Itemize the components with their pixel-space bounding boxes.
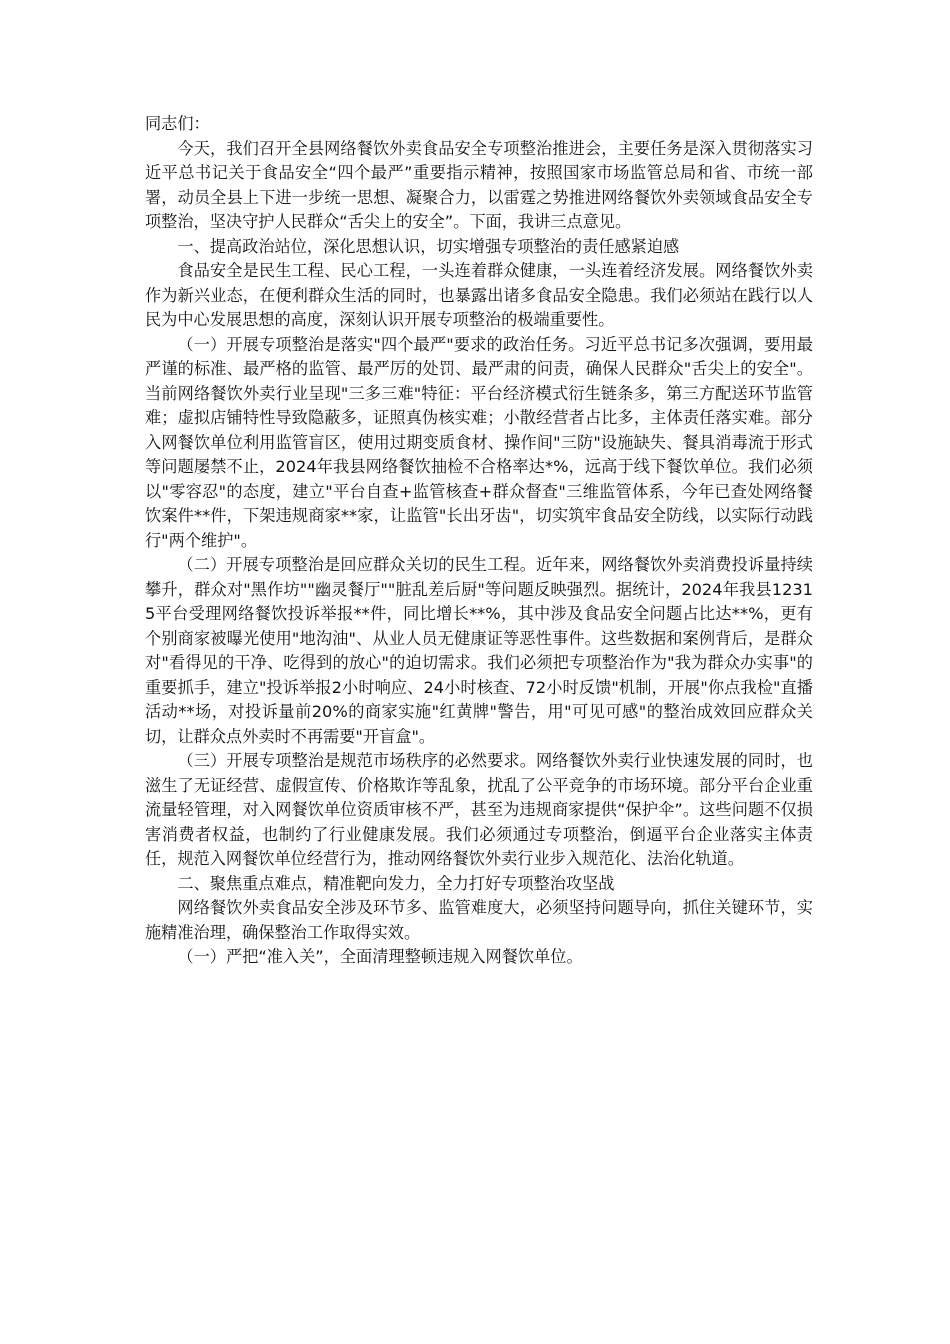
section-1-point-3-paragraph: （三）开展专项整治是规范市场秩序的必然要求。网络餐饮外卖行业快速发展的同时，也滋生了无证经营、虚假宣传、价格欺诈等乱象，扰乱了公平竞争的市场环境。部分平台企业重流量轻管理，对入网餐饮单位资质审核不严，甚至为违规商家提供“保护伞”。这些问题不仅损害消费者权益，也制约了行业健康发展。我们必须通过专项整治，倒逼平台企业落实主体责任，规范入网餐饮单位经营行为，推动网络餐饮外卖行业步入规范化、法治化轨道。 bbox=[145, 751, 813, 868]
section-2-point-1-heading: （一）严把“准入关”，全面清理整顿违规入网餐饮单位。 bbox=[177, 947, 583, 966]
section-heading-1: 一、提高政治站位，深化思想认识，切实增强专项整治的责任感紧迫感 bbox=[177, 236, 680, 256]
section-1-point-2-paragraph: （二）开展专项整治是回应群众关切的民生工程。近年来，网络餐饮外卖消费投诉量持续攀升，群众对"黑作坊""幽灵餐厅""脏乱差后厨"等问题反映强烈。据统计，2024年我县12315平台受理网络餐饮投诉举报**件，同比增长**%，其中涉及食品安全问题占比达**%，更有个别商家被曝光使用"地沟油"、从业人员无健康证等恶性事件。这些数据和案例背后，是群众对"看得见的干净、吃得到的放心"的迫切需求。我们必须把专项整治作为"我为群众办实事"的重要抓手，建立"投诉举报2小时响应、24小时核查、72小时反馈"机制，开展"你点我检"直播活动**场，对投诉量前20%的商家实施"红黄牌"警告，用"可见可感"的整治成效回应群众关切，让群众点外卖时不再需要"开盲盒"。 bbox=[145, 555, 813, 746]
section-1-point-1-paragraph: （一）开展专项整治是落实"四个最严"要求的政治任务。习近平总书记多次强调，要用最严谨的标准、最严格的监管、最严厉的处罚、最严肃的问责，确保人民群众"舌尖上的安全"。当前网络餐饮外卖行业呈现"三多三难"特征：平台经济模式衍生链条多，第三方配送环节监管难；虚拟店铺特性导致隐蔽多，证照真伪核实难；小散经营者占比多，主体责任落实难。部分入网餐饮单位利用监管盲区，使用过期变质食材、操作间"三防"设施缺失、餐具消毒流于形式等问题屡禁不止，2024年我县网络餐饮抽检不合格率达*%，远高于线下餐饮单位。我们必须以"零容忍"的态度，建立"平台自查+监管核查+群众督查"三维监管体系，今年已查处网络餐饮案件**件，下架违规商家**家，让监管"长出牙齿"，切实筑牢食品安全防线，以实际行动践行"两个维护"。 bbox=[145, 334, 813, 550]
section-2-intro-paragraph: 网络餐饮外卖食品安全涉及环节多、监管难度大，必须坚持问题导向，抓住关键环节，实施精准治理，确保整治工作取得实效。 bbox=[145, 898, 813, 942]
section-heading-2: 二、聚焦重点难点，精准靶向发力，全力打好专项整治攻坚战 bbox=[177, 873, 615, 893]
opening-paragraph: 今天，我们召开全县网络餐饮外卖食品安全专项整治推进会，主要任务是深入贯彻落实习近平总书记关于食品安全“四个最严”重要指示精神，按照国家市场监管总局和省、市统一部署，动员全县上下进一步统一思想、凝聚合力，以雷霆之势推进网络餐饮外卖领域食品安全专项整治，坚决守护人民群众“舌尖上的安全”。下面，我讲三点意见。 bbox=[145, 138, 813, 231]
section-1-intro-paragraph: 食品安全是民生工程、民心工程，一头连着群众健康，一头连着经济发展。网络餐饮外卖作为新兴业态，在便利群众生活的同时，也暴露出诸多食品安全隐患。我们必须站在践行以人民为中心发展思想的高度，深刻认识开展专项整治的极端重要性。 bbox=[145, 261, 813, 329]
salutation: 同志们： bbox=[145, 114, 210, 133]
speech-document bbox=[145, 112, 813, 970]
